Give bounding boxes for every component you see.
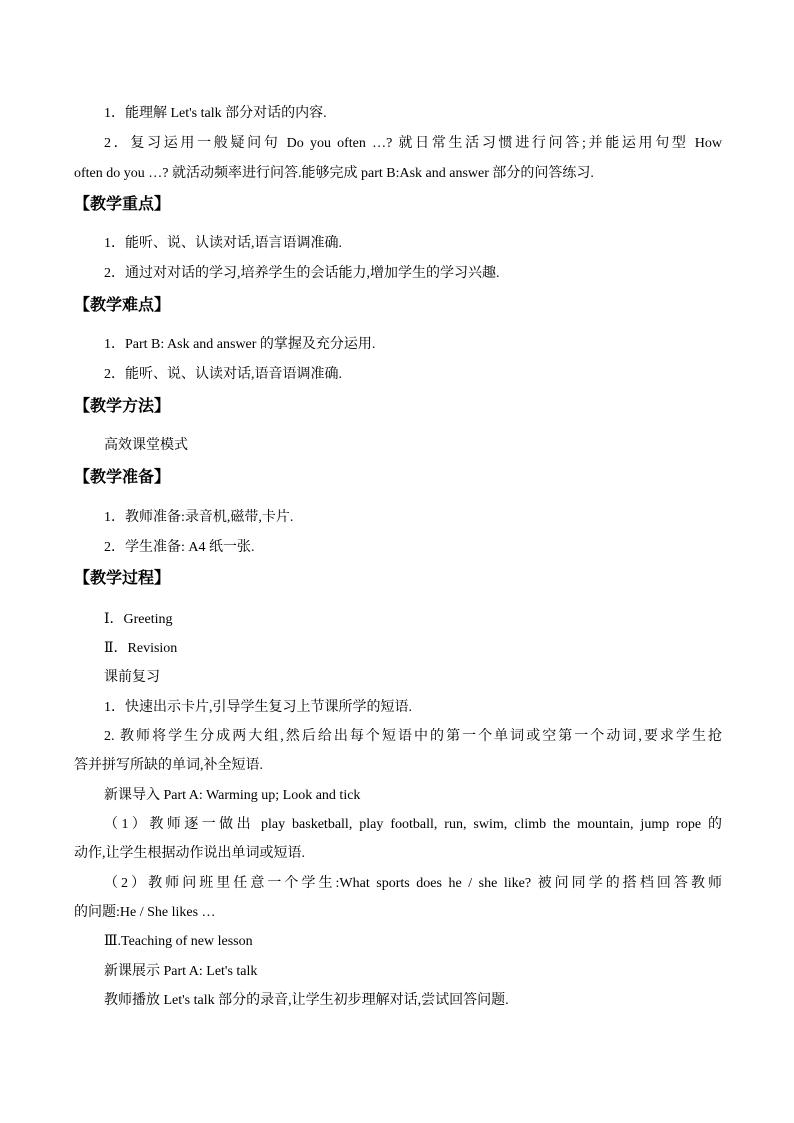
review-item-2-line-1: 2. 教师将学生分成两大组,然后给出每个短语中的第一个单词或空第一个动词,要求学生抢 xyxy=(104,729,722,744)
process-step-3: Ⅲ.Teaching of new lesson xyxy=(104,934,253,949)
preparation-item-2: 2．学生准备: A4 纸一张. xyxy=(104,540,255,555)
review-title: 课前复习 xyxy=(104,670,160,685)
intro-item-1-line-1: （1）教师逐一做出 play basketball, play football, run, swim, climb the mountain, jump rope 的 xyxy=(104,817,722,832)
review-item-1: 1．快速出示卡片,引导学生复习上节课所学的短语. xyxy=(104,700,412,715)
objective-item-2-line-2: often do you …? 就活动频率进行问答.能够完成 part B:Ask and answer 部分的问答练习. xyxy=(74,166,594,181)
intro-title: 新课导入 Part A: Warming up; Look and tick xyxy=(104,788,361,803)
review-item-2-line-2: 答并拼写所缺的单词,补全短语. xyxy=(74,758,263,773)
method-item-1: 高效课堂模式 xyxy=(104,438,188,453)
objective-item-2-line-1: 2．复习运用一般疑问句 Do you often …? 就日常生活习惯进行问答;并能运用句型 How xyxy=(104,136,722,151)
intro-item-2-line-2: 的问题:He / She likes … xyxy=(74,905,216,920)
present-title: 新课展示 Part A: Let's talk xyxy=(104,964,258,979)
intro-item-2-line-1: （2）教师问班里任意一个学生:What sports does he / she like? 被问同学的搭档回答教师 xyxy=(104,876,722,891)
process-step-1: Ⅰ．Greeting xyxy=(104,612,173,627)
objective-item-1: 1．能理解 Let's talk 部分对话的内容. xyxy=(104,106,327,121)
present-item-1: 教师播放 Let's talk 部分的录音,让学生初步理解对话,尝试回答问题. xyxy=(104,993,509,1008)
difficulty-item-2: 2．能听、说、认读对话,语音语调准确. xyxy=(104,367,342,382)
preparation-heading: 【教学准备】 xyxy=(74,469,171,486)
process-step-2: Ⅱ．Revision xyxy=(104,641,178,656)
difficulties-heading: 【教学难点】 xyxy=(74,297,171,314)
methods-heading: 【教学方法】 xyxy=(74,398,171,415)
difficulty-item-1: 1．Part B: Ask and answer 的掌握及充分运用. xyxy=(104,337,376,352)
key-point-item-2: 2．通过对对话的学习,培养学生的会话能力,增加学生的学习兴趣. xyxy=(104,266,500,281)
key-points-heading: 【教学重点】 xyxy=(74,196,171,213)
intro-item-1-line-2: 动作,让学生根据动作说出单词或短语. xyxy=(74,846,305,861)
process-heading: 【教学过程】 xyxy=(74,570,171,587)
key-point-item-1: 1．能听、说、认读对话,语言语调准确. xyxy=(104,236,342,251)
preparation-item-1: 1．教师准备:录音机,磁带,卡片. xyxy=(104,510,294,525)
